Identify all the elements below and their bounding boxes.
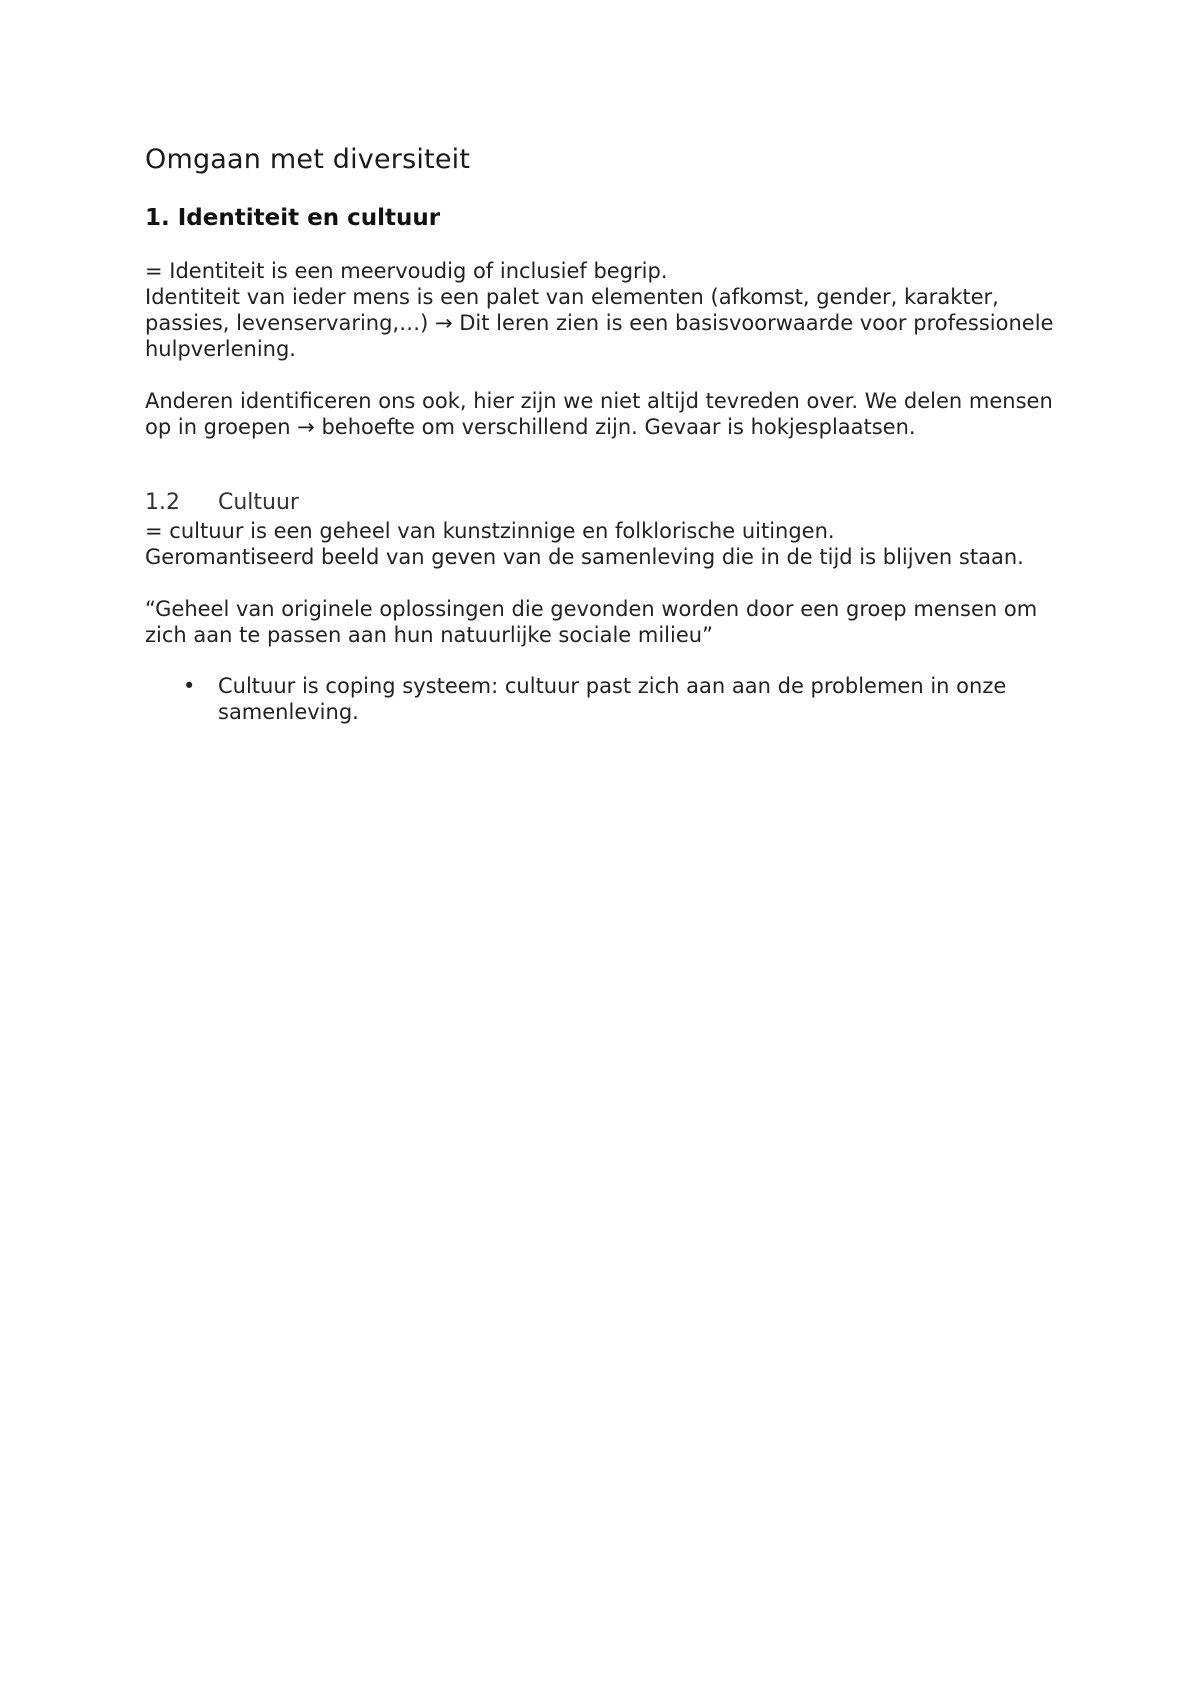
paragraph-cultuur-definition: = cultuur is een geheel van kunstzinnige en folklorische uitingen. (145, 519, 835, 543)
subsection-title: Cultuur (218, 490, 299, 515)
paragraph-identiteit-elements: Identiteit van ieder mens is een palet van elementen (afkomst, gender, karakter, passies, levenservaring,…) → Dit leren zien is een basisvoorwaarde voor professionele hulpverlening. (145, 285, 1054, 361)
subsection-heading-cultuur (145, 488, 1075, 518)
bullet-icon: • (183, 674, 196, 698)
paragraph-identificeren: Anderen identificeren ons ook, hier zijn we niet altijd tevreden over. We delen mensen op in groepen → behoefte om verschillend zijn. Gevaar is hokjesplaatsen. (145, 389, 1053, 439)
paragraph-identiteit-definition: = Identiteit is een meervoudig of inclusief begrip. (145, 259, 668, 283)
section-heading-identiteit: 1. Identiteit en cultuur (145, 205, 441, 231)
document-title: Omgaan met diversiteit (145, 144, 471, 175)
paragraph-cultuur-quote: “Geheel van originele oplossingen die gevonden worden door een groep mensen om zich aan te passen aan hun natuurlijke sociale milieu” (145, 597, 1038, 647)
list-item-text: Cultuur is coping systeem: cultuur past zich aan aan de problemen in onze samenleving. (218, 674, 1007, 724)
list-item (145, 673, 1075, 725)
bullet-list-cultuur (145, 673, 1075, 725)
paragraph-cultuur-romantic: Geromantiseerd beeld van geven van de samenleving die in de tijd is blijven staan. (145, 545, 1024, 569)
subsection-number: 1.2 (145, 490, 180, 515)
document-content (145, 138, 1075, 725)
